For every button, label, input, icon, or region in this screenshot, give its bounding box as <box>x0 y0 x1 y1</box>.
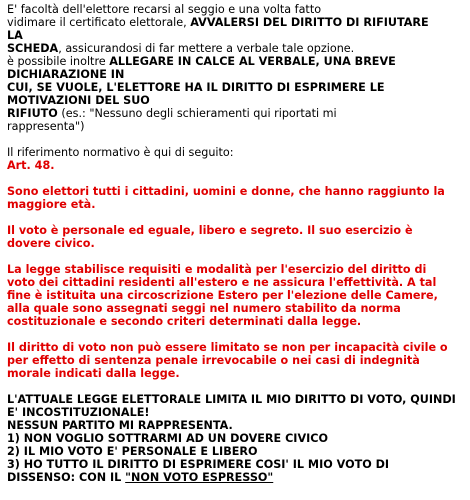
intro-line <box>7 55 463 68</box>
intro-run: , assicurandosi di far mettere a verbale tale opzione. <box>58 42 355 55</box>
closing-line: 1) NON VOGLIO SOTTRARMI AD UN DOVERE CIVICO <box>7 432 328 445</box>
article-paragraph <box>7 224 463 250</box>
article-line: La legge stabilisce requisiti e modalità per l'esercizio del diritto di <box>7 263 427 276</box>
closing-line: E' INCOSTITUZIONALE! <box>7 406 150 419</box>
intro-block <box>7 3 463 133</box>
intro-run: ALLEGARE IN CALCE AL VERBALE, UNA BREVE <box>109 55 396 68</box>
intro-run: CUI, SE VUOLE, L'ELETTORE HA IL DIRITTO DI ESPRIMERE LE <box>7 81 385 94</box>
article-line: Il voto è personale ed eguale, libero e segreto. Il suo esercizio è <box>7 224 413 237</box>
intro-run: E' facoltà dell'elettore recarsi al seggio e una volta fatto <box>7 3 322 16</box>
article-paragraphs <box>7 185 463 393</box>
intro-run: vidimare il certificato elettorale, <box>7 16 191 29</box>
article-line: Il diritto di voto non può essere limitato se non per incapacità civile o <box>7 341 448 354</box>
article-line: dovere civico. <box>7 237 95 250</box>
intro-run: DICHIARAZIONE IN <box>7 68 125 81</box>
closing-line: L'ATTUALE LEGGE ELETTORALE LIMITA IL MIO DIRITTO DI VOTO, QUINDI <box>7 393 456 406</box>
non-voto-espresso-link[interactable]: "NON VOTO ESPRESSO" <box>125 471 274 484</box>
article-line: fine è istituita una circoscrizione Estero per l'elezione delle Camere, <box>7 289 438 302</box>
intro-line <box>7 42 463 55</box>
article-paragraph <box>7 185 463 211</box>
intro-line <box>7 68 463 81</box>
intro-run: AVVALERSI DEL DIRITTO DI RIFIUTARE <box>190 16 429 29</box>
intro-line <box>7 81 463 94</box>
closing-line: NESSUN PARTITO MI RAPPRESENTA. <box>7 419 233 432</box>
article-line: Sono elettori tutti i cittadini, uomini e donne, che hanno raggiunto la <box>7 185 445 198</box>
article-line: maggiore età. <box>7 198 96 211</box>
article-line: voto dei cittadini residenti all'estero e ne assicura l'effettività. A tal <box>7 276 437 289</box>
intro-run: MOTIVAZIONI DEL SUO <box>7 94 150 107</box>
article-line: alla quale sono assegnati seggi nel numero stabilito da norma <box>7 302 401 315</box>
intro-line <box>7 16 463 29</box>
article-paragraph <box>7 341 463 380</box>
article-line: morale indicati dalla legge. <box>7 367 180 380</box>
closing-block <box>7 393 463 471</box>
intro-line <box>7 3 463 16</box>
closing-last-line: DISSENSO: CON IL "NON VOTO ESPRESSO" <box>7 471 274 484</box>
closing-line: 3) HO TUTTO IL DIRITTO DI ESPRIMERE COSI' IL MIO VOTO DI <box>7 458 390 471</box>
reference-label: Il riferimento normativo è qui di seguito: <box>7 146 234 159</box>
intro-run: SCHEDA <box>7 42 59 55</box>
intro-run: RIFIUTO <box>7 107 58 120</box>
article-paragraph <box>7 263 463 328</box>
article-title: Art. 48. <box>7 159 55 172</box>
closing-line: 2) IL MIO VOTO E' PERSONALE E LIBERO <box>7 445 258 458</box>
intro-line <box>7 120 463 133</box>
intro-line <box>7 107 463 120</box>
intro-run: (es.: "Nessuno degli schieramenti qui riportati mi <box>57 107 337 120</box>
article-line: per effetto di sentenza penale irrevocabile o nei casi di indegnità <box>7 354 420 367</box>
intro-line <box>7 29 463 42</box>
article-line: costituzionale e secondo criteri determinati dalla legge. <box>7 315 362 328</box>
intro-run: è possibile inoltre <box>7 55 110 68</box>
intro-line <box>7 94 463 107</box>
intro-run: LA <box>7 29 23 42</box>
intro-run: rappresenta") <box>7 120 85 133</box>
